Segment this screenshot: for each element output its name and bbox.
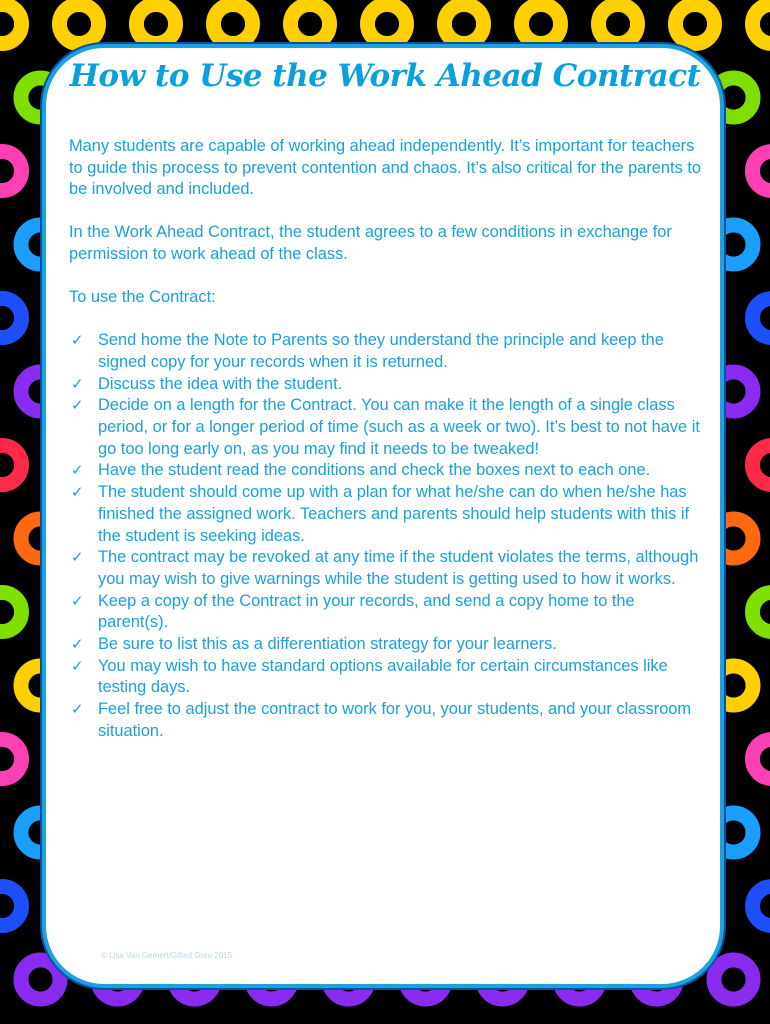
checkmark-icon: ✓: [71, 462, 84, 480]
instructions-body: [69, 136, 709, 743]
checkmark-icon: ✓: [71, 592, 84, 610]
list-item-text: Send home the Note to Parents so they understand the principle and keep the signed copy for your records when it is returned.: [98, 331, 664, 371]
ring-hole: [375, 12, 399, 36]
list-item-text: The contract may be revoked at any time if the student violates the terms, although you may wish to give warnings while the student is getting used to how it works.: [98, 548, 699, 588]
checkmark-icon: ✓: [71, 657, 84, 675]
steps-heading: To use the Contract:: [69, 287, 216, 306]
list-item-text: The student should come up with a plan for what he/she can do when he/she has finished the assigned work. Teachers and parents should help students with this if the student is seeking ideas.: [98, 483, 690, 545]
copyright-notice: © Lisa Van Gemert/Gifted Guru 2015: [101, 951, 233, 960]
ring-hole: [722, 821, 746, 845]
ring-hole: [29, 968, 53, 992]
list-item: [69, 330, 709, 373]
list-item-text: Discuss the idea with the student.: [98, 374, 343, 393]
list-item-text: Decide on a length for the Contract. You can make it the length of a single class period, or for a longer period of time (such as a week or two). It’s best to not have it go too long early on, as you may find it needs to be tweaked!: [98, 396, 700, 458]
list-item-text: Feel free to adjust the contract to work for you, your students, and your classroom situation.: [98, 700, 692, 740]
list-item: [69, 395, 709, 460]
list-item: [69, 634, 709, 656]
list-item-text: You may wish to have standard options available for certain circumstances like testing days.: [98, 656, 668, 697]
checkmark-icon: ✓: [71, 484, 84, 502]
ring-hole: [722, 380, 746, 404]
ring-hole: [722, 674, 746, 698]
list-item: [69, 482, 709, 547]
ring-hole: [298, 12, 322, 36]
ring-hole: [683, 12, 707, 36]
checkmark-icon: ✓: [71, 636, 84, 654]
ring-hole: [67, 12, 91, 36]
page-title: How to Use the Work Ahead Contract: [69, 58, 701, 94]
ring-hole: [452, 12, 476, 36]
list-item-text: Be sure to list this as a differentiation strategy for your learners.: [98, 635, 557, 654]
list-item: [69, 460, 709, 482]
checkmark-icon: ✓: [71, 397, 84, 415]
ring-hole: [221, 12, 245, 36]
ring-hole: [722, 233, 746, 257]
checkmark-icon: ✓: [71, 549, 84, 567]
ring-hole: [606, 12, 630, 36]
ring-hole: [529, 12, 553, 36]
list-item: [69, 591, 709, 634]
contract-description: In the Work Ahead Contract, the student agrees to a few conditions in exchange for permission to work ahead of the class.: [69, 223, 672, 263]
list-item-text: Keep a copy of the Contract in your records, and send a copy home to the parent(s).: [98, 591, 635, 632]
list-item: [69, 547, 709, 590]
intro-paragraph: Many students are capable of working ahead independently. It’s important for teachers to guide this process to prevent contention and chaos. It’s also critical for the parents to be involved and included.: [69, 137, 702, 199]
ring-hole: [144, 12, 168, 36]
steps-list: [69, 330, 709, 742]
list-item: [69, 699, 709, 742]
list-item: [69, 656, 709, 699]
checkmark-icon: ✓: [71, 332, 84, 350]
checkmark-icon: ✓: [71, 375, 84, 393]
ring-hole: [722, 527, 746, 551]
ring-hole: [722, 968, 746, 992]
checkmark-icon: ✓: [71, 701, 84, 719]
list-item-text: Have the student read the conditions and check the boxes next to each one.: [98, 461, 651, 480]
list-item: [69, 374, 709, 396]
